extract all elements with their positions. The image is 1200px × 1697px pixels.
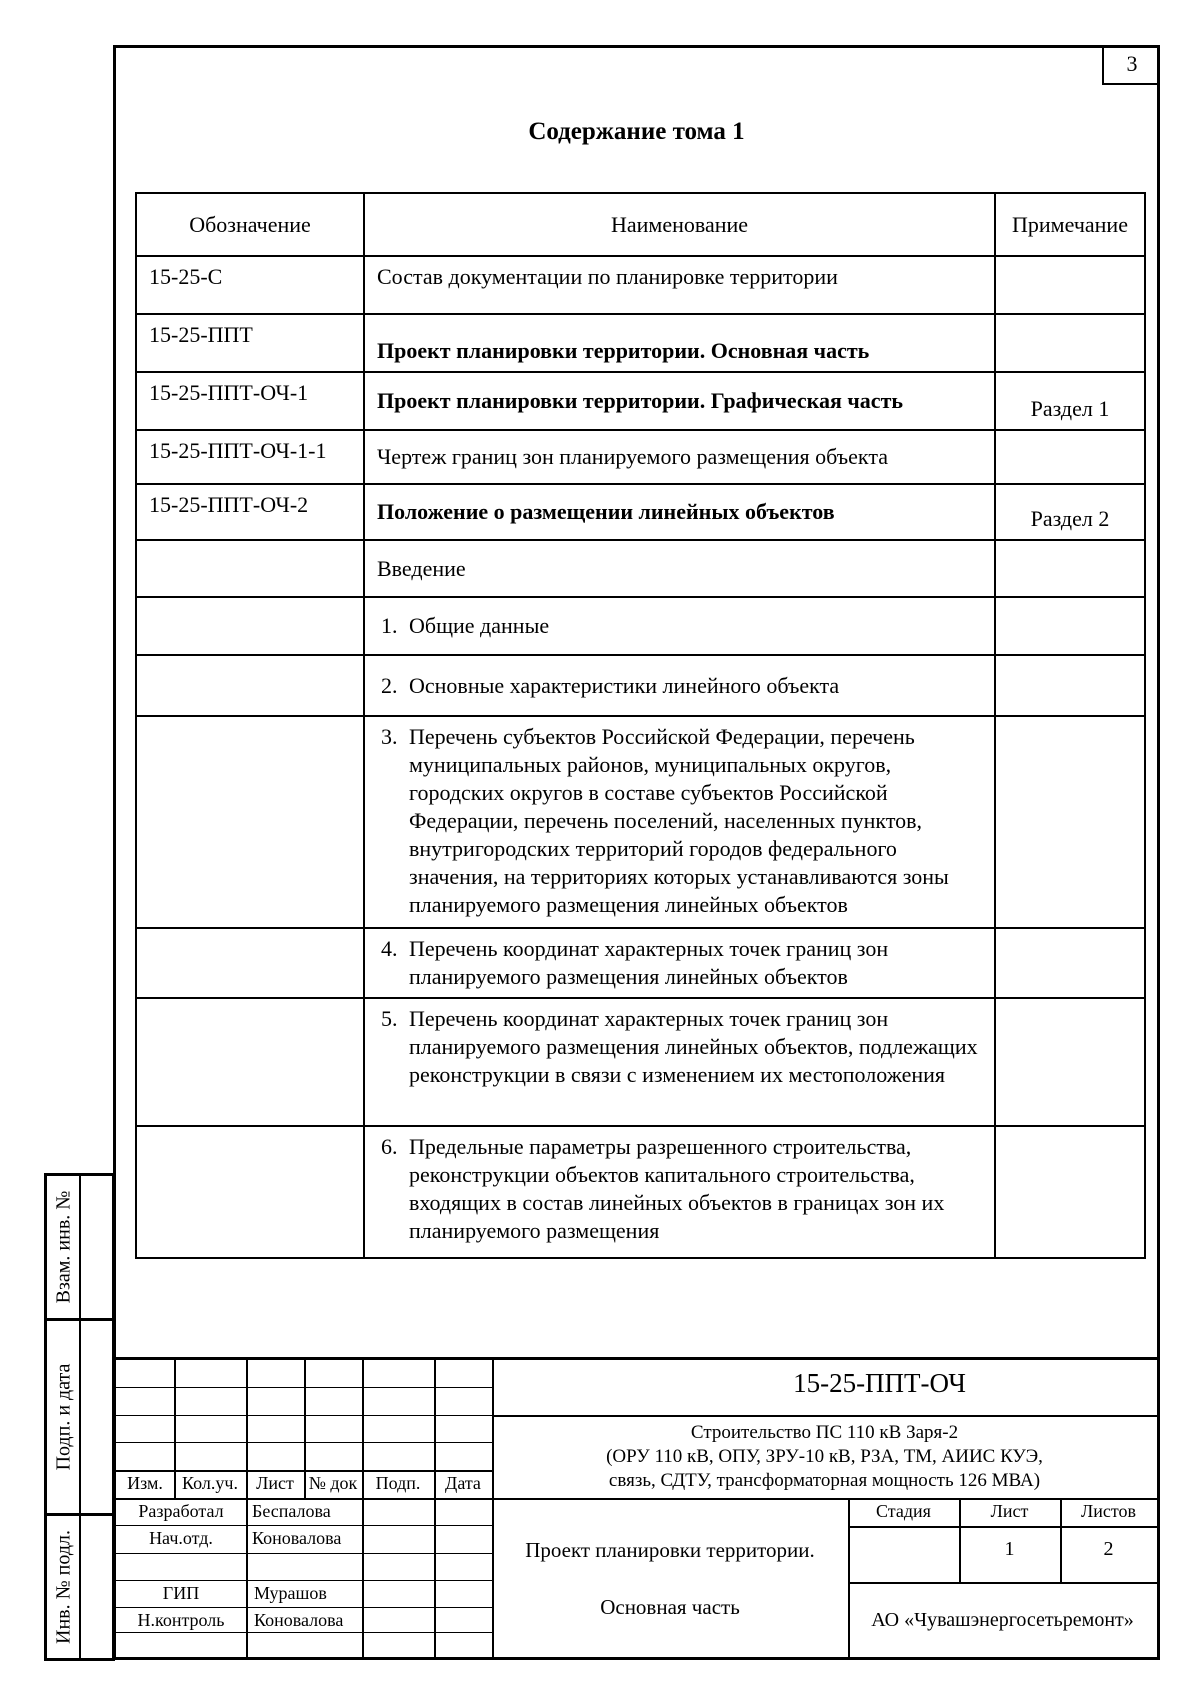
table-row (136, 655, 1145, 716)
row-note (995, 716, 1145, 928)
row-note (995, 540, 1145, 597)
row-name (364, 716, 995, 928)
item-text: Перечень субъектов Российской Федерации, перечень муниципальных районов, муниципальных округов, городских округов в составе субъектов Российской Федерации, перечень поселений, населенных пунктов, внутригородских территорий городов федерального значения, на территориях которых устанавливаются зоны планируемого размещения линейных объектов (409, 724, 949, 917)
col-podp: Подп. (375, 1473, 421, 1493)
row-name: Чертеж границ зон планируемого размещения объекта (364, 430, 995, 484)
role-razrabotal: Разработал (138, 1501, 224, 1521)
grid-line (116, 1498, 1157, 1500)
item-number: 5. (381, 1006, 398, 1031)
row-note (995, 430, 1145, 484)
document-code: 15-25-ППТ-ОЧ (793, 1368, 966, 1398)
margin-label-cell (47, 1321, 81, 1513)
row-name (364, 998, 995, 1126)
item-text: Общие данные (409, 613, 550, 638)
margin-label: Взам. инв. № (52, 1190, 75, 1304)
table-header-row (136, 193, 1145, 256)
item-number: 3. (381, 724, 398, 749)
sheet-label: Лист (990, 1501, 1029, 1521)
row-code: 15-25-ППТ-ОЧ-1 (136, 372, 364, 430)
row-name: Проект планировки территории. Графическая часть (364, 372, 995, 430)
doc-title-line-1: Проект планировки территории. (525, 1538, 815, 1562)
item-text: Предельные параметры разрешенного строительства, реконструкции объектов капитального строительства, входящих в состав линейных объектов в границах зон их планируемого размещения (409, 1134, 945, 1243)
header-name: Наименование (364, 193, 995, 256)
header-designation: Обозначение (136, 193, 364, 256)
table-row (136, 1126, 1145, 1258)
role-nach-otd: Нач.отд. (149, 1528, 213, 1548)
row-code: 15-25-С (136, 256, 364, 314)
row-note (995, 1126, 1145, 1258)
stage-label: Стадия (876, 1501, 931, 1521)
row-note: Раздел 2 (995, 484, 1145, 540)
project-name (492, 1421, 1157, 1493)
project-line-1: Строительство ПС 110 кВ Заря-2 (690, 1422, 959, 1443)
grid-line (848, 1582, 1157, 1584)
row-name (364, 597, 995, 655)
table-row (136, 716, 1145, 928)
grid-line (492, 1415, 1157, 1417)
organization: АО «Чувашэнергосетьремонт» (871, 1609, 1134, 1631)
col-list: Лист (256, 1473, 294, 1493)
row-note (995, 928, 1145, 998)
project-line-2: (ОРУ 110 кВ, ОПУ, ЗРУ-10 кВ, РЗА, ТМ, АИИС КУЭ, (606, 1446, 1043, 1467)
item-text: Основные характеристики линейного объекта (409, 672, 840, 698)
row-name: Введение (364, 540, 995, 597)
row-note (995, 655, 1145, 716)
row-name: Положение о размещении линейных объектов (364, 484, 995, 540)
item-number: 1. (381, 613, 398, 638)
row-code: 15-25-ППТ-ОЧ-2 (136, 484, 364, 540)
row-code (136, 998, 364, 1126)
margin-inv-podl (44, 1513, 115, 1661)
sheets-label: Листов (1081, 1501, 1136, 1521)
row-note: Раздел 1 (995, 372, 1145, 430)
grid-line (434, 1360, 436, 1660)
row-code: 15-25-ППТ (136, 314, 364, 372)
col-kol-uch: Кол.уч. (182, 1473, 238, 1493)
title-block (116, 1357, 1157, 1657)
grid-line (848, 1526, 1157, 1528)
row-note (995, 314, 1145, 372)
margin-label-cell (47, 1176, 81, 1318)
table-row (136, 372, 1145, 430)
item-text: Перечень координат характерных точек границ зон планируемого размещения линейных объектов (409, 936, 889, 989)
item-number: 2. (381, 672, 398, 698)
margin-label-cell (47, 1516, 81, 1658)
row-name (364, 928, 995, 998)
item-text: Перечень координат характерных точек границ зон планируемого размещения линейных объектов, подлежащих реконструкции в связи с изменением их местоположения (409, 1006, 978, 1087)
page-number: 3 (1102, 45, 1160, 85)
row-code (136, 597, 364, 655)
header-note: Примечание (995, 193, 1145, 256)
item-number: 6. (381, 1134, 398, 1159)
col-data: Дата (445, 1473, 481, 1493)
row-name (364, 655, 995, 716)
row-code (136, 1126, 364, 1258)
table-row (136, 998, 1145, 1126)
row-code: 15-25-ППТ-ОЧ-1-1 (136, 430, 364, 484)
role-gip: ГИП (162, 1583, 200, 1603)
margin-vzam-inv (44, 1173, 115, 1321)
col-izm: Изм. (127, 1473, 163, 1493)
table-row (136, 430, 1145, 484)
role-n-kontrol: Н.контроль (137, 1610, 225, 1630)
sheets-value: 2 (1103, 1538, 1114, 1560)
table-row (136, 484, 1145, 540)
margin-label: Инв. № подл. (52, 1530, 75, 1644)
row-code (136, 540, 364, 597)
row-code (136, 928, 364, 998)
margin-label: Подп. и дата (52, 1363, 75, 1471)
name-gip: Мурашов (254, 1583, 327, 1603)
grid-line (362, 1360, 364, 1660)
row-code (136, 716, 364, 928)
sheet-value: 1 (1004, 1538, 1015, 1560)
table-row (136, 314, 1145, 372)
row-note (995, 998, 1145, 1126)
grid-line (848, 1498, 850, 1660)
name-nach-otd: Коновалова (252, 1528, 342, 1548)
item-number: 4. (381, 936, 398, 961)
doc-title-line-2: Основная часть (600, 1595, 740, 1619)
margin-podp-data (44, 1318, 115, 1516)
row-name: Состав документации по планировке территории (364, 256, 995, 314)
table-row (136, 597, 1145, 655)
page-title: Содержание тома 1 (528, 118, 745, 145)
grid-line (246, 1360, 248, 1660)
name-n-kontrol: Коновалова (254, 1610, 344, 1630)
project-line-3: связь, СДТУ, трансформаторная мощность 126 МВА) (608, 1470, 1041, 1491)
table-row (136, 540, 1145, 597)
table-row (136, 928, 1145, 998)
row-name (364, 1126, 995, 1258)
row-name: Проект планировки территории. Основная часть (364, 314, 995, 372)
table-row (136, 256, 1145, 314)
row-code (136, 655, 364, 716)
row-note (995, 256, 1145, 314)
row-note (995, 597, 1145, 655)
contents-table (135, 192, 1146, 1259)
name-razrabotal: Беспалова (252, 1501, 331, 1521)
col-doc-no: № док (308, 1473, 358, 1493)
